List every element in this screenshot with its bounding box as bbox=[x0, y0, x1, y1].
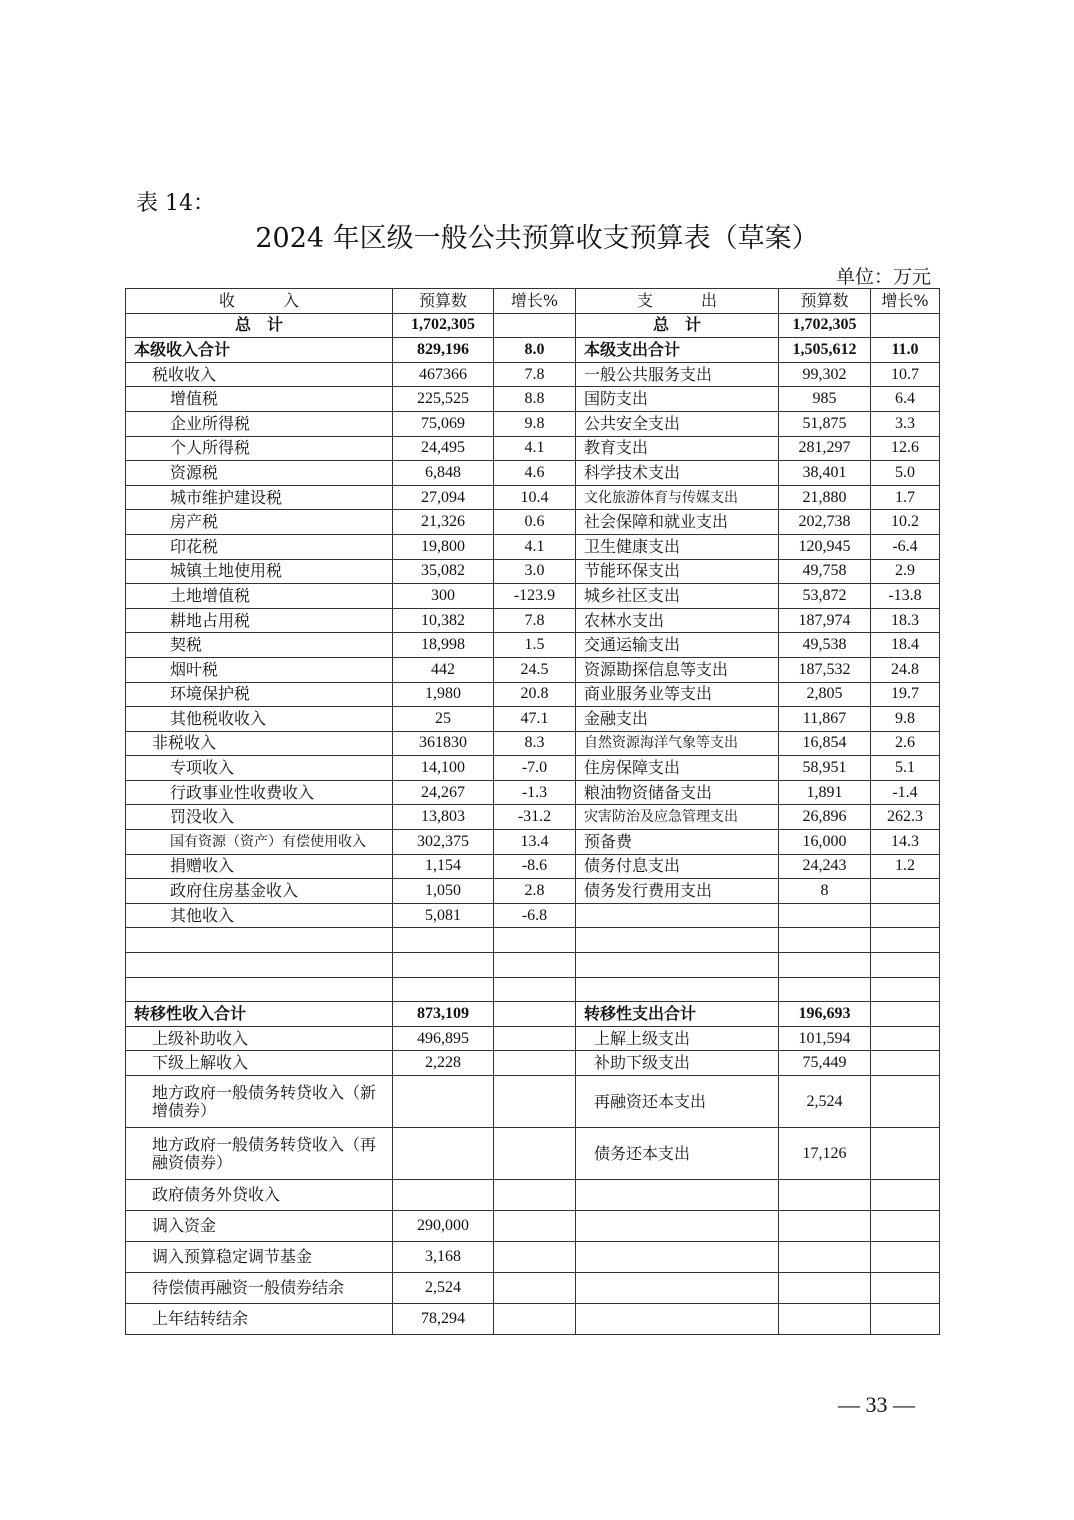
income-budget-cell: 18,998 bbox=[393, 633, 494, 658]
income-item-cell: 上年结转结余 bbox=[126, 1304, 393, 1335]
table-row bbox=[126, 485, 940, 510]
expense-budget-cell: 120,945 bbox=[779, 534, 871, 559]
income-budget-cell: 1,154 bbox=[393, 854, 494, 879]
income-item-cell: 上级补助收入 bbox=[126, 1026, 393, 1051]
expense-budget-cell bbox=[779, 1211, 871, 1242]
income-budget-cell: 829,196 bbox=[393, 338, 494, 363]
expense-item-cell: 补助下级支出 bbox=[576, 1051, 779, 1076]
income-item-cell: 政府债务外贷收入 bbox=[126, 1180, 393, 1211]
income-budget-cell: 300 bbox=[393, 584, 494, 609]
expense-growth-cell bbox=[871, 1304, 940, 1335]
table-row bbox=[126, 608, 940, 633]
expense-item-cell bbox=[576, 928, 779, 953]
income-budget-cell: 35,082 bbox=[393, 559, 494, 584]
income-budget-cell: 75,069 bbox=[393, 411, 494, 436]
income-growth-cell: -6.8 bbox=[494, 903, 576, 928]
expense-budget-cell: 196,693 bbox=[779, 1002, 871, 1027]
table-row bbox=[126, 903, 940, 928]
table-row bbox=[126, 411, 940, 436]
expense-budget-cell bbox=[779, 1242, 871, 1273]
expense-budget-cell: 2,805 bbox=[779, 682, 871, 707]
income-item-cell: 下级上解收入 bbox=[126, 1051, 393, 1076]
income-budget-cell: 6,848 bbox=[393, 461, 494, 486]
income-budget-cell: 21,326 bbox=[393, 510, 494, 535]
income-budget-cell bbox=[393, 928, 494, 953]
expense-budget-cell bbox=[779, 928, 871, 953]
income-item-cell: 调入资金 bbox=[126, 1211, 393, 1242]
income-growth-cell: 4.1 bbox=[494, 436, 576, 461]
income-growth-cell: -8.6 bbox=[494, 854, 576, 879]
expense-budget-cell: 202,738 bbox=[779, 510, 871, 535]
header-cell: 收 入 bbox=[126, 289, 393, 314]
table-row bbox=[126, 657, 940, 682]
income-growth-cell: 1.5 bbox=[494, 633, 576, 658]
expense-item-cell: 文化旅游体育与传媒支出 bbox=[576, 485, 779, 510]
income-growth-cell: 0.6 bbox=[494, 510, 576, 535]
expense-budget-cell: 21,880 bbox=[779, 485, 871, 510]
expense-budget-cell bbox=[779, 1180, 871, 1211]
income-growth-cell: 8.3 bbox=[494, 731, 576, 756]
expense-growth-cell bbox=[871, 1273, 940, 1304]
income-budget-cell: 873,109 bbox=[393, 1002, 494, 1027]
income-item-cell: 专项收入 bbox=[126, 756, 393, 781]
income-item-cell: 捐赠收入 bbox=[126, 854, 393, 879]
expense-budget-cell: 26,896 bbox=[779, 805, 871, 830]
expense-growth-cell: 11.0 bbox=[871, 338, 940, 363]
income-growth-cell: 8.8 bbox=[494, 387, 576, 412]
table-row bbox=[126, 436, 940, 461]
expense-item-cell: 上解上级支出 bbox=[576, 1026, 779, 1051]
expense-item-cell: 灾害防治及应急管理支出 bbox=[576, 805, 779, 830]
expense-growth-cell: 2.9 bbox=[871, 559, 940, 584]
expense-budget-cell: 51,875 bbox=[779, 411, 871, 436]
income-budget-cell: 290,000 bbox=[393, 1211, 494, 1242]
expense-budget-cell: 985 bbox=[779, 387, 871, 412]
income-item-cell: 罚没收入 bbox=[126, 805, 393, 830]
expense-growth-cell: 9.8 bbox=[871, 707, 940, 732]
expense-item-cell: 节能环保支出 bbox=[576, 559, 779, 584]
income-item-cell: 地方政府一般债务转贷收入（再融资债券） bbox=[126, 1128, 393, 1180]
income-budget-cell: 14,100 bbox=[393, 756, 494, 781]
income-growth-cell bbox=[494, 1128, 576, 1180]
header-cell: 增长% bbox=[494, 289, 576, 314]
income-item-cell: 环境保护税 bbox=[126, 682, 393, 707]
income-growth-cell bbox=[494, 1026, 576, 1051]
expense-growth-cell bbox=[871, 879, 940, 904]
expense-item-cell bbox=[576, 977, 779, 1002]
expense-item-cell bbox=[576, 1242, 779, 1273]
income-item-cell: 本级收入合计 bbox=[126, 338, 393, 363]
expense-budget-cell: 101,594 bbox=[779, 1026, 871, 1051]
income-item-cell: 土地增值税 bbox=[126, 584, 393, 609]
table-row bbox=[126, 559, 940, 584]
expense-growth-cell: 262.3 bbox=[871, 805, 940, 830]
table-row bbox=[126, 1026, 940, 1051]
header-cell: 支 出 bbox=[576, 289, 779, 314]
income-item-cell: 个人所得税 bbox=[126, 436, 393, 461]
income-budget-cell: 5,081 bbox=[393, 903, 494, 928]
expense-budget-cell: 49,538 bbox=[779, 633, 871, 658]
table-row bbox=[126, 362, 940, 387]
income-growth-cell: 47.1 bbox=[494, 707, 576, 732]
income-growth-cell bbox=[494, 1002, 576, 1027]
income-budget-cell: 1,980 bbox=[393, 682, 494, 707]
expense-growth-cell bbox=[871, 953, 940, 978]
expense-growth-cell bbox=[871, 928, 940, 953]
income-item-cell bbox=[126, 977, 393, 1002]
table-row bbox=[126, 1051, 940, 1076]
income-growth-cell: 9.8 bbox=[494, 411, 576, 436]
table-row bbox=[126, 977, 940, 1002]
expense-budget-cell: 187,974 bbox=[779, 608, 871, 633]
income-budget-cell: 467366 bbox=[393, 362, 494, 387]
budget-table-body bbox=[126, 289, 940, 1335]
expense-growth-cell: 12.6 bbox=[871, 436, 940, 461]
income-growth-cell: 13.4 bbox=[494, 830, 576, 855]
income-budget-cell bbox=[393, 1128, 494, 1180]
expense-item-cell bbox=[576, 1211, 779, 1242]
expense-growth-cell: 18.3 bbox=[871, 608, 940, 633]
table-row bbox=[126, 780, 940, 805]
expense-growth-cell bbox=[871, 903, 940, 928]
expense-item-cell: 国防支出 bbox=[576, 387, 779, 412]
expense-item-cell: 债务还本支出 bbox=[576, 1128, 779, 1180]
expense-budget-cell: 17,126 bbox=[779, 1128, 871, 1180]
expense-budget-cell: 187,532 bbox=[779, 657, 871, 682]
table-row bbox=[126, 707, 940, 732]
expense-growth-cell bbox=[871, 1026, 940, 1051]
unit-label: 单位：万元 bbox=[836, 266, 932, 288]
expense-growth-cell: 5.1 bbox=[871, 756, 940, 781]
income-item-cell: 税收收入 bbox=[126, 362, 393, 387]
expense-budget-cell: 1,702,305 bbox=[779, 313, 871, 338]
income-item-cell: 企业所得税 bbox=[126, 411, 393, 436]
income-item-cell: 非税收入 bbox=[126, 731, 393, 756]
income-growth-cell: 4.1 bbox=[494, 534, 576, 559]
table-row bbox=[126, 387, 940, 412]
expense-item-cell: 一般公共服务支出 bbox=[576, 362, 779, 387]
expense-growth-cell: 5.0 bbox=[871, 461, 940, 486]
expense-item-cell: 预备费 bbox=[576, 830, 779, 855]
income-growth-cell bbox=[494, 1211, 576, 1242]
income-growth-cell: 7.8 bbox=[494, 608, 576, 633]
header-cell: 预算数 bbox=[779, 289, 871, 314]
expense-budget-cell bbox=[779, 903, 871, 928]
income-growth-cell bbox=[494, 1242, 576, 1273]
expense-growth-cell: -1.4 bbox=[871, 780, 940, 805]
expense-growth-cell: 6.4 bbox=[871, 387, 940, 412]
expense-budget-cell: 16,854 bbox=[779, 731, 871, 756]
income-item-cell: 资源税 bbox=[126, 461, 393, 486]
expense-item-cell bbox=[576, 953, 779, 978]
income-item-cell: 房产税 bbox=[126, 510, 393, 535]
expense-item-cell: 债务付息支出 bbox=[576, 854, 779, 879]
income-item-cell: 总 计 bbox=[126, 313, 393, 338]
expense-growth-cell: 19.7 bbox=[871, 682, 940, 707]
expense-budget-cell bbox=[779, 953, 871, 978]
income-budget-cell: 2,524 bbox=[393, 1273, 494, 1304]
income-item-cell: 国有资源（资产）有偿使用收入 bbox=[126, 830, 393, 855]
expense-budget-cell: 1,505,612 bbox=[779, 338, 871, 363]
expense-growth-cell bbox=[871, 1076, 940, 1128]
table-row bbox=[126, 953, 940, 978]
expense-item-cell: 交通运输支出 bbox=[576, 633, 779, 658]
income-growth-cell bbox=[494, 1273, 576, 1304]
expense-budget-cell: 16,000 bbox=[779, 830, 871, 855]
income-growth-cell bbox=[494, 953, 576, 978]
income-growth-cell bbox=[494, 977, 576, 1002]
expense-growth-cell: -13.8 bbox=[871, 584, 940, 609]
income-item-cell: 契税 bbox=[126, 633, 393, 658]
income-growth-cell: 24.5 bbox=[494, 657, 576, 682]
table-row bbox=[126, 879, 940, 904]
income-item-cell: 城市维护建设税 bbox=[126, 485, 393, 510]
expense-growth-cell: 10.7 bbox=[871, 362, 940, 387]
income-budget-cell: 1,702,305 bbox=[393, 313, 494, 338]
expense-growth-cell bbox=[871, 1051, 940, 1076]
income-budget-cell bbox=[393, 953, 494, 978]
income-budget-cell: 10,382 bbox=[393, 608, 494, 633]
header-cell: 增长% bbox=[871, 289, 940, 314]
expense-item-cell bbox=[576, 1304, 779, 1335]
expense-item-cell: 城乡社区支出 bbox=[576, 584, 779, 609]
income-budget-cell: 1,050 bbox=[393, 879, 494, 904]
table-row bbox=[126, 534, 940, 559]
income-growth-cell: -31.2 bbox=[494, 805, 576, 830]
table-row bbox=[126, 1128, 940, 1180]
table-row bbox=[126, 731, 940, 756]
income-budget-cell bbox=[393, 1180, 494, 1211]
expense-growth-cell bbox=[871, 1180, 940, 1211]
table-row bbox=[126, 584, 940, 609]
expense-item-cell: 科学技术支出 bbox=[576, 461, 779, 486]
table-row bbox=[126, 805, 940, 830]
income-budget-cell: 78,294 bbox=[393, 1304, 494, 1335]
income-budget-cell bbox=[393, 977, 494, 1002]
expense-item-cell: 粮油物资储备支出 bbox=[576, 780, 779, 805]
table-row bbox=[126, 1180, 940, 1211]
expense-item-cell: 转移性支出合计 bbox=[576, 1002, 779, 1027]
expense-growth-cell bbox=[871, 1128, 940, 1180]
expense-growth-cell: 2.6 bbox=[871, 731, 940, 756]
income-growth-cell: 4.6 bbox=[494, 461, 576, 486]
income-item-cell bbox=[126, 953, 393, 978]
table-row bbox=[126, 1304, 940, 1335]
expense-budget-cell: 8 bbox=[779, 879, 871, 904]
income-budget-cell: 25 bbox=[393, 707, 494, 732]
table-row bbox=[126, 854, 940, 879]
table-row bbox=[126, 461, 940, 486]
income-item-cell: 其他税收收入 bbox=[126, 707, 393, 732]
income-budget-cell: 496,895 bbox=[393, 1026, 494, 1051]
expense-item-cell: 金融支出 bbox=[576, 707, 779, 732]
page-title: 2024 年区级一般公共预算收支预算表（草案） bbox=[255, 223, 819, 254]
income-budget-cell: 3,168 bbox=[393, 1242, 494, 1273]
expense-budget-cell: 1,891 bbox=[779, 780, 871, 805]
income-budget-cell: 225,525 bbox=[393, 387, 494, 412]
income-budget-cell: 19,800 bbox=[393, 534, 494, 559]
income-growth-cell bbox=[494, 1180, 576, 1211]
expense-item-cell bbox=[576, 1180, 779, 1211]
expense-growth-cell: 1.7 bbox=[871, 485, 940, 510]
expense-item-cell: 商业服务业等支出 bbox=[576, 682, 779, 707]
expense-growth-cell bbox=[871, 977, 940, 1002]
table-row bbox=[126, 1273, 940, 1304]
page-number: — 33 — bbox=[838, 1392, 915, 1417]
expense-item-cell: 公共安全支出 bbox=[576, 411, 779, 436]
income-growth-cell: -7.0 bbox=[494, 756, 576, 781]
income-growth-cell: 20.8 bbox=[494, 682, 576, 707]
table-label: 表 14： bbox=[136, 191, 215, 216]
income-item-cell: 耕地占用税 bbox=[126, 608, 393, 633]
income-item-cell: 转移性收入合计 bbox=[126, 1002, 393, 1027]
table-row bbox=[126, 338, 940, 363]
expense-budget-cell: 49,758 bbox=[779, 559, 871, 584]
income-item-cell: 调入预算稳定调节基金 bbox=[126, 1242, 393, 1273]
expense-budget-cell: 58,951 bbox=[779, 756, 871, 781]
table-row bbox=[126, 1242, 940, 1273]
income-item-cell bbox=[126, 928, 393, 953]
expense-item-cell: 住房保障支出 bbox=[576, 756, 779, 781]
expense-budget-cell bbox=[779, 977, 871, 1002]
expense-item-cell: 社会保障和就业支出 bbox=[576, 510, 779, 535]
table-row bbox=[126, 313, 940, 338]
income-growth-cell: 10.4 bbox=[494, 485, 576, 510]
expense-growth-cell bbox=[871, 1242, 940, 1273]
expense-growth-cell: 1.2 bbox=[871, 854, 940, 879]
income-budget-cell: 2,228 bbox=[393, 1051, 494, 1076]
expense-growth-cell: 14.3 bbox=[871, 830, 940, 855]
budget-table bbox=[125, 288, 940, 1335]
expense-budget-cell: 53,872 bbox=[779, 584, 871, 609]
table-row bbox=[126, 682, 940, 707]
expense-item-cell: 卫生健康支出 bbox=[576, 534, 779, 559]
expense-growth-cell bbox=[871, 313, 940, 338]
income-item-cell: 地方政府一般债务转贷收入（新增债券） bbox=[126, 1076, 393, 1128]
income-budget-cell bbox=[393, 1076, 494, 1128]
income-budget-cell: 24,267 bbox=[393, 780, 494, 805]
expense-item-cell: 本级支出合计 bbox=[576, 338, 779, 363]
expense-item-cell: 总 计 bbox=[576, 313, 779, 338]
income-item-cell: 城镇土地使用税 bbox=[126, 559, 393, 584]
income-item-cell: 政府住房基金收入 bbox=[126, 879, 393, 904]
expense-item-cell: 教育支出 bbox=[576, 436, 779, 461]
table-row bbox=[126, 928, 940, 953]
header-cell: 预算数 bbox=[393, 289, 494, 314]
table-row bbox=[126, 1002, 940, 1027]
income-budget-cell: 24,495 bbox=[393, 436, 494, 461]
income-growth-cell bbox=[494, 1051, 576, 1076]
income-budget-cell: 302,375 bbox=[393, 830, 494, 855]
expense-budget-cell: 2,524 bbox=[779, 1076, 871, 1128]
expense-budget-cell bbox=[779, 1304, 871, 1335]
income-growth-cell: -1.3 bbox=[494, 780, 576, 805]
income-growth-cell: -123.9 bbox=[494, 584, 576, 609]
expense-item-cell: 自然资源海洋气象等支出 bbox=[576, 731, 779, 756]
expense-budget-cell bbox=[779, 1273, 871, 1304]
income-growth-cell: 2.8 bbox=[494, 879, 576, 904]
income-growth-cell bbox=[494, 313, 576, 338]
table-row bbox=[126, 633, 940, 658]
header-row bbox=[126, 289, 940, 314]
expense-item-cell: 再融资还本支出 bbox=[576, 1076, 779, 1128]
expense-budget-cell: 75,449 bbox=[779, 1051, 871, 1076]
income-item-cell: 增值税 bbox=[126, 387, 393, 412]
expense-budget-cell: 38,401 bbox=[779, 461, 871, 486]
income-item-cell: 待偿债再融资一般债券结余 bbox=[126, 1273, 393, 1304]
income-growth-cell: 7.8 bbox=[494, 362, 576, 387]
expense-item-cell bbox=[576, 903, 779, 928]
expense-budget-cell: 11,867 bbox=[779, 707, 871, 732]
table-row bbox=[126, 756, 940, 781]
income-item-cell: 其他收入 bbox=[126, 903, 393, 928]
expense-growth-cell bbox=[871, 1002, 940, 1027]
expense-budget-cell: 24,243 bbox=[779, 854, 871, 879]
expense-growth-cell: 24.8 bbox=[871, 657, 940, 682]
income-budget-cell: 442 bbox=[393, 657, 494, 682]
expense-item-cell: 农林水支出 bbox=[576, 608, 779, 633]
income-growth-cell bbox=[494, 1304, 576, 1335]
expense-growth-cell: 18.4 bbox=[871, 633, 940, 658]
table-row bbox=[126, 1076, 940, 1128]
expense-item-cell bbox=[576, 1273, 779, 1304]
income-item-cell: 烟叶税 bbox=[126, 657, 393, 682]
expense-budget-cell: 99,302 bbox=[779, 362, 871, 387]
expense-growth-cell: 3.3 bbox=[871, 411, 940, 436]
expense-item-cell: 债务发行费用支出 bbox=[576, 879, 779, 904]
expense-budget-cell: 281,297 bbox=[779, 436, 871, 461]
expense-growth-cell: -6.4 bbox=[871, 534, 940, 559]
income-growth-cell bbox=[494, 1076, 576, 1128]
expense-item-cell: 资源勘探信息等支出 bbox=[576, 657, 779, 682]
income-growth-cell bbox=[494, 928, 576, 953]
income-item-cell: 印花税 bbox=[126, 534, 393, 559]
table-row bbox=[126, 830, 940, 855]
income-item-cell: 行政事业性收费收入 bbox=[126, 780, 393, 805]
table-row bbox=[126, 1211, 940, 1242]
income-budget-cell: 361830 bbox=[393, 731, 494, 756]
expense-growth-cell: 10.2 bbox=[871, 510, 940, 535]
income-growth-cell: 3.0 bbox=[494, 559, 576, 584]
income-budget-cell: 27,094 bbox=[393, 485, 494, 510]
table-row bbox=[126, 510, 940, 535]
income-growth-cell: 8.0 bbox=[494, 338, 576, 363]
income-budget-cell: 13,803 bbox=[393, 805, 494, 830]
expense-growth-cell bbox=[871, 1211, 940, 1242]
